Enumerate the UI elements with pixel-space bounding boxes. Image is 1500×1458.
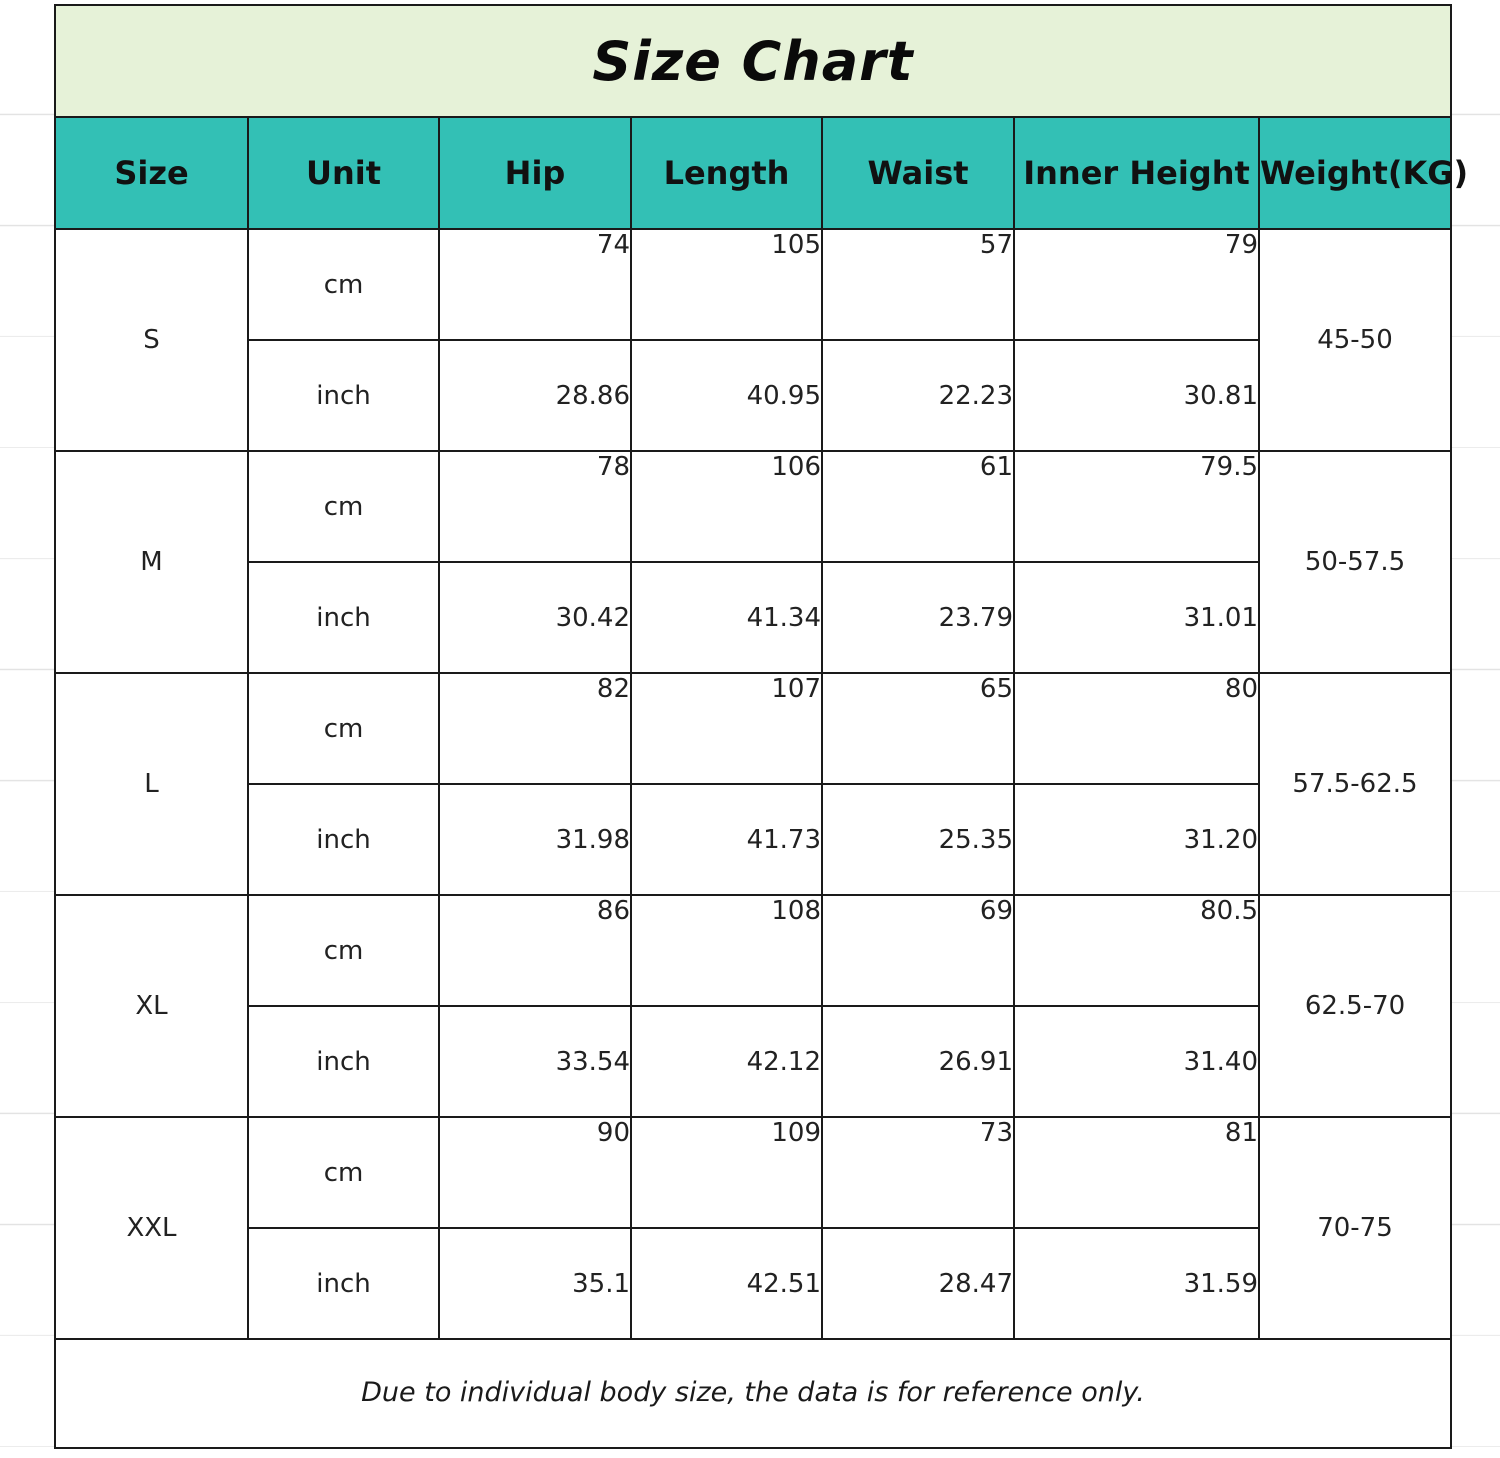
table-row [56, 562, 1450, 673]
unit-label: inch [248, 340, 439, 451]
hip-value: 28.86 [439, 340, 631, 451]
size-label: XL [56, 895, 248, 1117]
weight-range: 57.5-62.5 [1259, 673, 1450, 895]
hip-value: 86 [439, 895, 631, 1006]
waist-value: 28.47 [822, 1228, 1014, 1339]
weight-range: 50-57.5 [1259, 451, 1450, 673]
length-value: 41.73 [631, 784, 822, 895]
hip-value: 33.54 [439, 1006, 631, 1117]
size-label: S [56, 229, 248, 451]
length-value: 40.95 [631, 340, 822, 451]
size-chart [54, 4, 1469, 1449]
header-unit: Unit [248, 118, 439, 229]
inner-height-value: 31.59 [1014, 1228, 1259, 1339]
length-value: 108 [631, 895, 822, 1006]
header-size: Size [56, 118, 248, 229]
weight-range: 62.5-70 [1259, 895, 1450, 1117]
waist-value: 25.35 [822, 784, 1014, 895]
length-value: 42.51 [631, 1228, 822, 1339]
table-row [56, 784, 1450, 895]
hip-value: 30.42 [439, 562, 631, 673]
table-body [56, 229, 1450, 1339]
unit-label: cm [248, 451, 439, 562]
header-waist: Waist [822, 118, 1014, 229]
inner-height-value: 80.5 [1014, 895, 1259, 1006]
chart-title: Size Chart [592, 29, 914, 93]
hip-value: 82 [439, 673, 631, 784]
waist-value: 26.91 [822, 1006, 1014, 1117]
size-label: XXL [56, 1117, 248, 1339]
header-weight: Weight(KG) [1259, 118, 1450, 229]
note-bar [56, 1338, 1450, 1447]
table-row [56, 340, 1450, 451]
inner-height-value: 31.01 [1014, 562, 1259, 673]
waist-value: 69 [822, 895, 1014, 1006]
table-row [56, 1006, 1450, 1117]
header-length: Length [631, 118, 822, 229]
weight-range: 45-50 [1259, 229, 1450, 451]
waist-value: 65 [822, 673, 1014, 784]
length-value: 42.12 [631, 1006, 822, 1117]
table-row [56, 1117, 1450, 1228]
waist-value: 57 [822, 229, 1014, 340]
length-value: 107 [631, 673, 822, 784]
size-label: M [56, 451, 248, 673]
waist-value: 73 [822, 1117, 1014, 1228]
header-hip: Hip [439, 118, 631, 229]
waist-value: 61 [822, 451, 1014, 562]
table-row [56, 673, 1450, 784]
hip-value: 90 [439, 1117, 631, 1228]
table-row [56, 229, 1450, 340]
weight-range: 70-75 [1259, 1117, 1450, 1339]
title-bar [56, 6, 1450, 118]
inner-height-value: 30.81 [1014, 340, 1259, 451]
hip-value: 78 [439, 451, 631, 562]
unit-label: cm [248, 673, 439, 784]
reference-note: Due to individual body size, the data is for reference only. [361, 1377, 1145, 1408]
hip-value: 31.98 [439, 784, 631, 895]
waist-value: 22.23 [822, 340, 1014, 451]
unit-label: cm [248, 895, 439, 1006]
unit-label: cm [248, 1117, 439, 1228]
header-inner-height: Inner Height [1014, 118, 1259, 229]
unit-label: inch [248, 562, 439, 673]
header-row [56, 118, 1450, 229]
length-value: 105 [631, 229, 822, 340]
inner-height-value: 31.20 [1014, 784, 1259, 895]
inner-height-value: 81 [1014, 1117, 1259, 1228]
unit-label: inch [248, 784, 439, 895]
length-value: 41.34 [631, 562, 822, 673]
length-value: 106 [631, 451, 822, 562]
unit-label: inch [248, 1006, 439, 1117]
inner-height-value: 31.40 [1014, 1006, 1259, 1117]
size-table [56, 118, 1469, 1340]
inner-height-value: 80 [1014, 673, 1259, 784]
table-row [56, 451, 1450, 562]
table-row [56, 895, 1450, 1006]
hip-value: 35.1 [439, 1228, 631, 1339]
hip-value: 74 [439, 229, 631, 340]
inner-height-value: 79 [1014, 229, 1259, 340]
length-value: 109 [631, 1117, 822, 1228]
table-row [56, 1228, 1450, 1339]
unit-label: inch [248, 1228, 439, 1339]
inner-height-value: 79.5 [1014, 451, 1259, 562]
size-label: L [56, 673, 248, 895]
waist-value: 23.79 [822, 562, 1014, 673]
unit-label: cm [248, 229, 439, 340]
